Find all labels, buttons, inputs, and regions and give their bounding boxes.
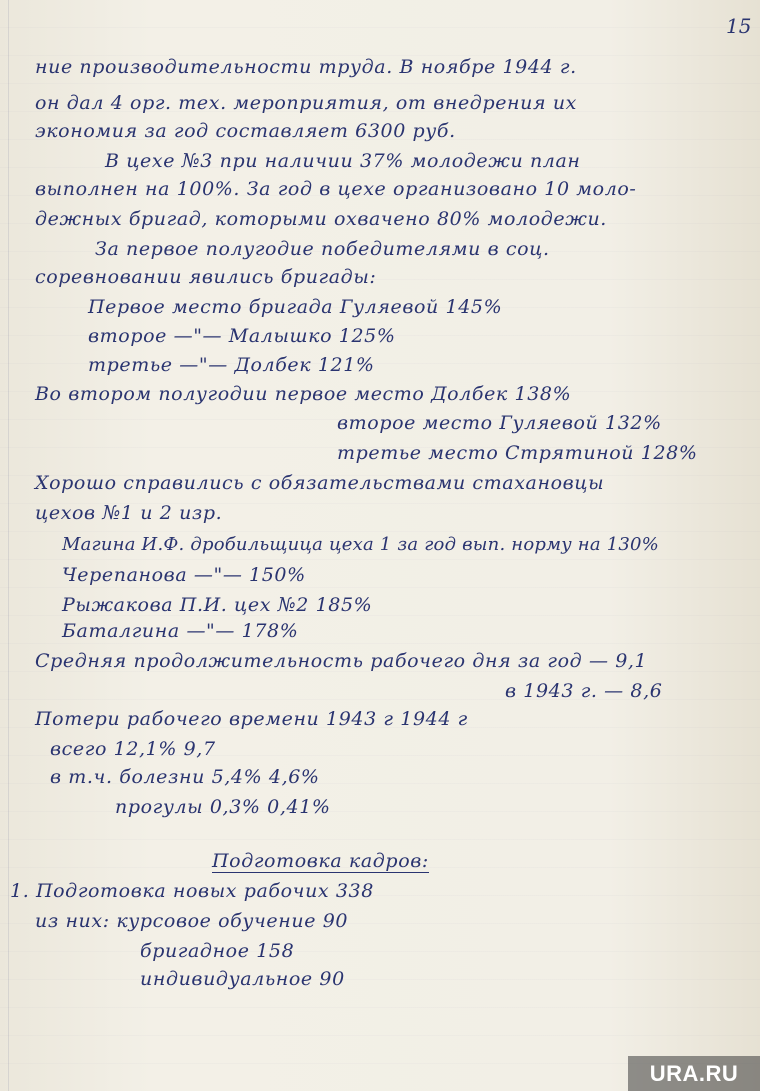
text-line-15: Хорошо справились с обязательствами стахановцы (35, 472, 605, 494)
text-line-29: из них: курсовое обучение 90 (35, 910, 349, 932)
text-line-26: прогулы 0,3% 0,41% (115, 796, 331, 818)
margin-line (8, 0, 9, 1091)
text-line-6: дежных бригад, которыми охвачено 80% молодежи. (35, 208, 607, 230)
text-line-31: индивидуальное 90 (140, 968, 345, 990)
text-line-2: он дал 4 орг. тех. мероприятия, от внедрения их (35, 92, 577, 114)
text-line-17: Магина И.Ф. дробильщица цеха 1 за год вып. норму на 130% (62, 534, 659, 555)
page-number: 15 (726, 14, 752, 38)
text-line-7: За первое полугодие победителями в соц. (95, 238, 550, 260)
text-line-4: В цехе №3 при наличии 37% молодежи план (105, 150, 581, 172)
text-line-11: третье —"— Долбек 121% (88, 354, 375, 376)
section-heading: Подготовка кадров: (212, 850, 429, 872)
text-line-22: в 1943 г. — 8,6 (505, 680, 663, 702)
text-line-14: третье место Стрятиной 128% (337, 442, 698, 464)
text-line-21: Средняя продолжительность рабочего дня за год — 9,1 (35, 650, 648, 672)
text-line-30: бригадное 158 (140, 940, 295, 962)
text-line-1: ние производительности труда. В ноябре 1944 г. (35, 56, 577, 78)
text-line-12: Во втором полугодии первое место Долбек 138% (35, 383, 572, 405)
text-line-9: Первое место бригада Гуляевой 145% (88, 296, 503, 318)
text-line-25: в т.ч. болезни 5,4% 4,6% (50, 766, 320, 788)
text-line-8: соревновании явились бригады: (35, 266, 377, 288)
text-line-23: Потери рабочего времени 1943 г 1944 г (35, 708, 468, 730)
text-line-10: второе —"— Малышко 125% (88, 325, 396, 347)
text-line-19: Рыжакова П.И. цех №2 185% (62, 594, 373, 616)
text-line-20: Баталгина —"— 178% (62, 620, 299, 642)
text-line-3: экономия за год составляет 6300 руб. (35, 120, 456, 142)
text-line-16: цехов №1 и 2 изр. (35, 502, 223, 524)
text-line-28: 1. Подготовка новых рабочих 338 (10, 880, 374, 902)
text-line-18: Черепанова —"— 150% (62, 564, 306, 586)
text-line-13: второе место Гуляевой 132% (337, 412, 662, 434)
watermark-logo: URA.RU (628, 1056, 760, 1091)
text-line-24: всего 12,1% 9,7 (50, 738, 216, 760)
text-line-5: выполнен на 100%. За год в цехе организовано 10 моло- (35, 178, 637, 200)
